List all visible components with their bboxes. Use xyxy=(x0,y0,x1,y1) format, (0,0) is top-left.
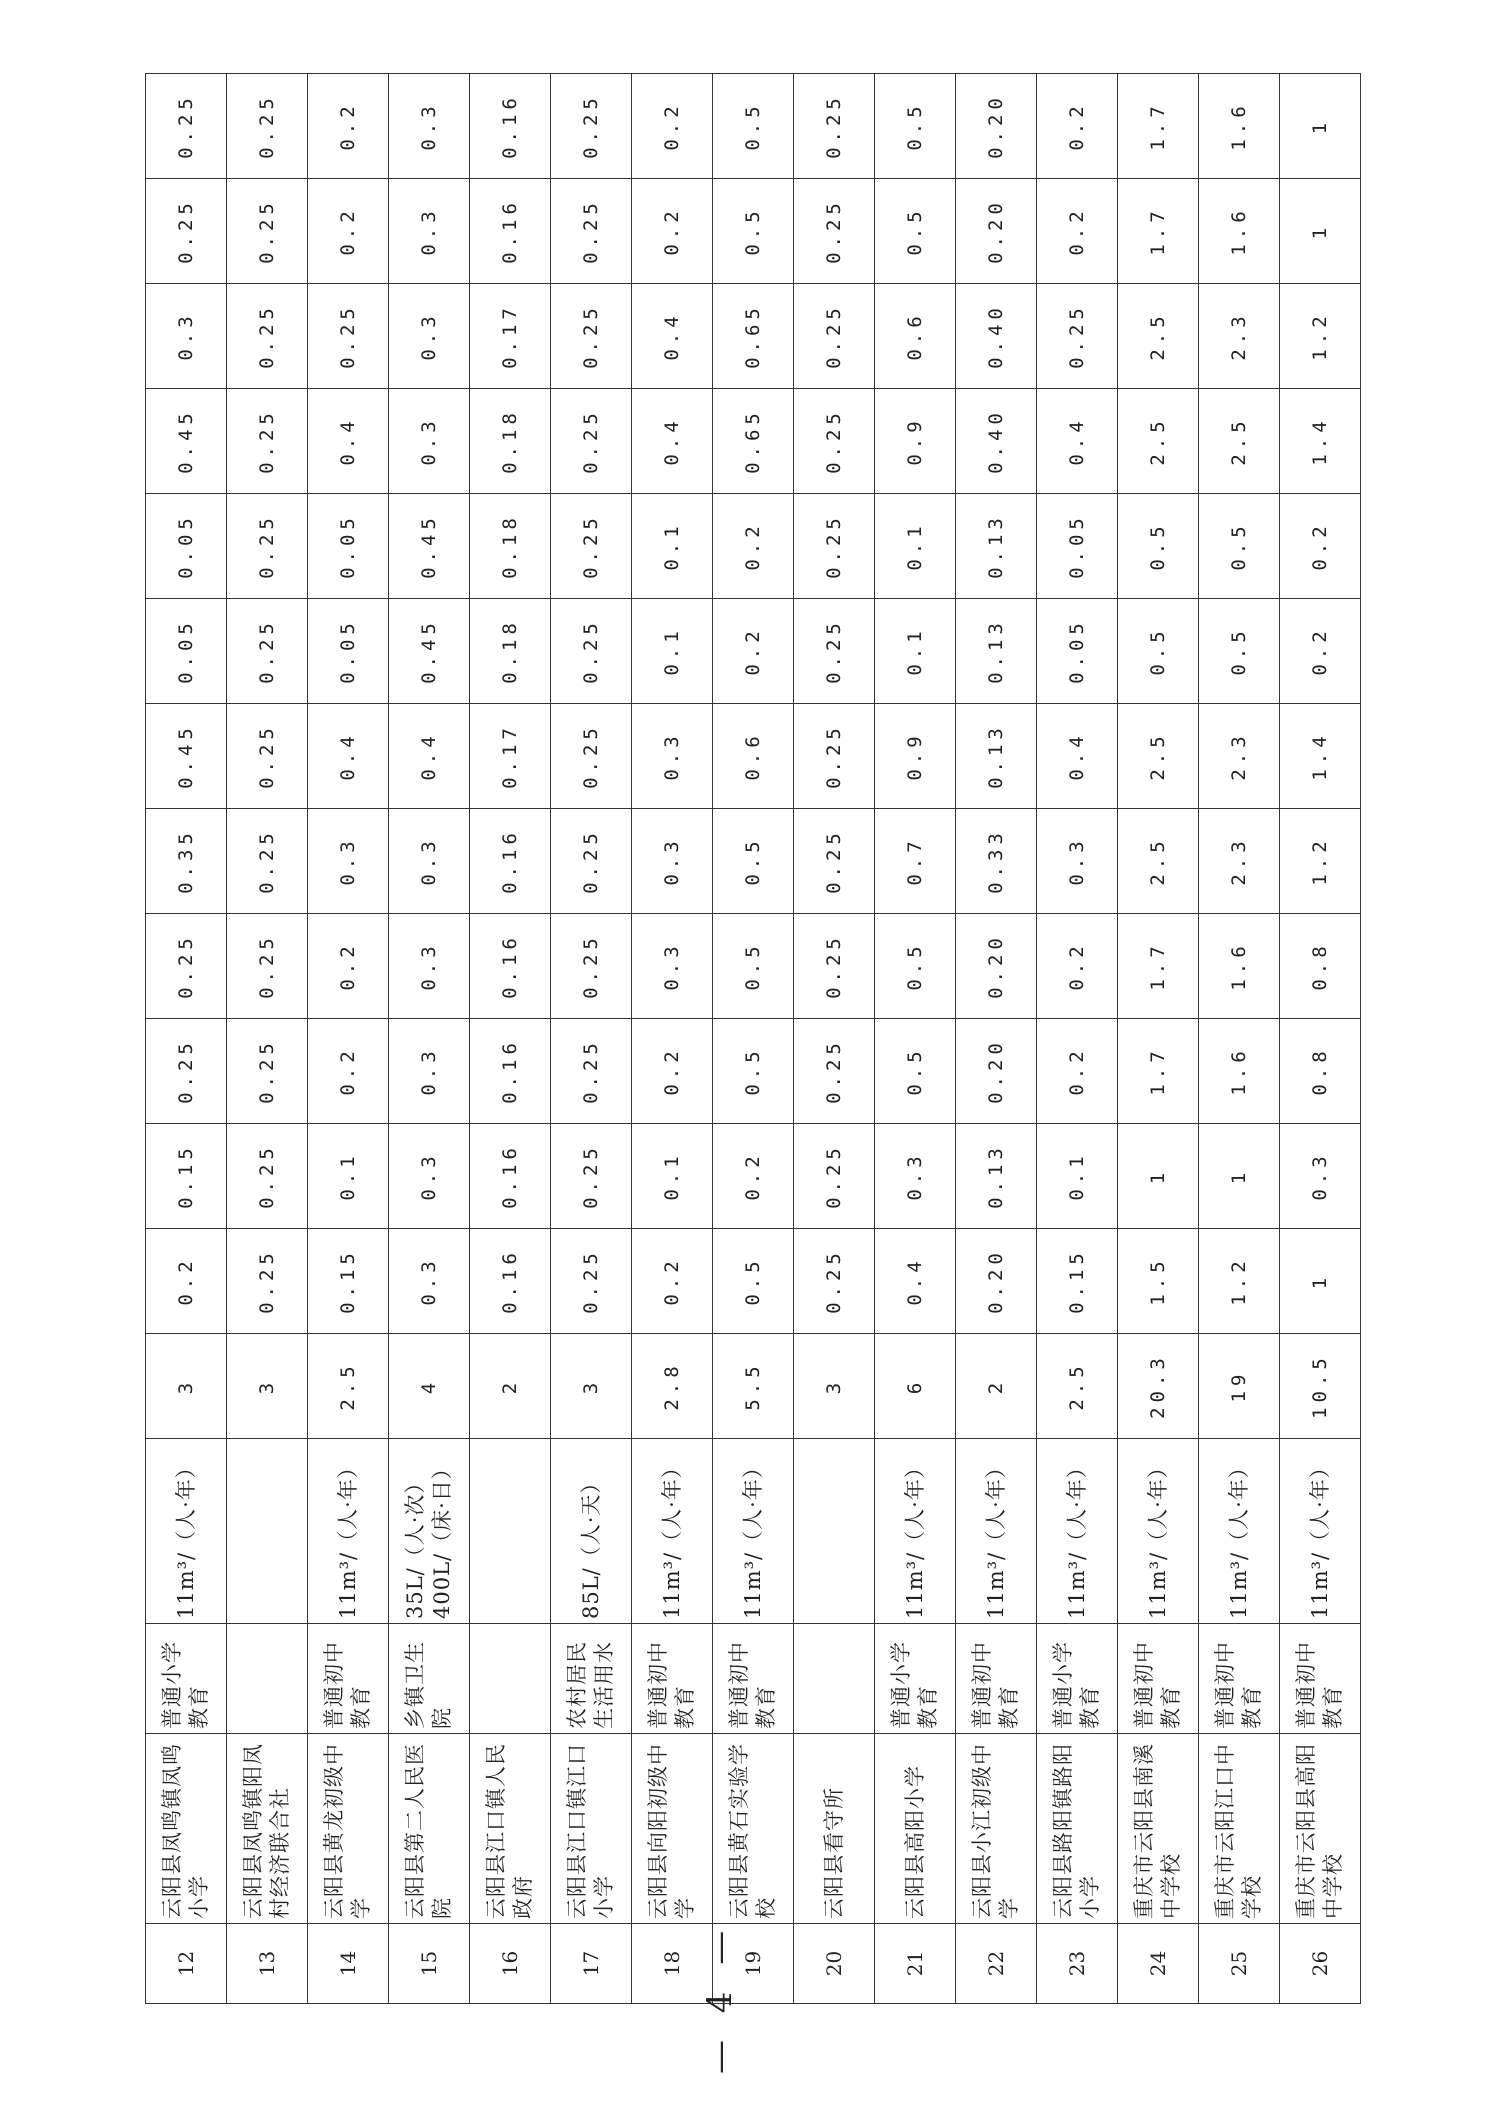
month-value: 0.5 xyxy=(713,1229,794,1334)
month-value: 0.20 xyxy=(956,914,1037,1019)
month-value: 0.3 xyxy=(146,284,227,389)
month-value: 0.20 xyxy=(956,179,1037,284)
month-value: 0.4 xyxy=(632,389,713,494)
month-value: 0.25 xyxy=(227,704,308,809)
page-number: — 4 — xyxy=(700,1922,740,2074)
month-value: 0.5 xyxy=(713,914,794,1019)
month-value: 0.9 xyxy=(875,704,956,809)
table-row xyxy=(389,74,470,2004)
month-value: 0.25 xyxy=(794,389,875,494)
row-number: 23 xyxy=(1037,1924,1118,2004)
water-quota: 11m³/（人·年） xyxy=(1280,1439,1361,1624)
month-value: 0.25 xyxy=(227,599,308,704)
month-value: 0.2 xyxy=(1037,1019,1118,1124)
water-quota: 11m³/（人·年） xyxy=(956,1439,1037,1624)
month-value: 1.6 xyxy=(1199,179,1280,284)
month-value: 0.16 xyxy=(470,1019,551,1124)
industry-category: 普通初中教育 xyxy=(1280,1624,1361,1734)
industry-category: 普通初中教育 xyxy=(632,1624,713,1734)
annual-total: 19 xyxy=(1199,1334,1280,1439)
month-value: 1.2 xyxy=(1280,284,1361,389)
month-value: 0.8 xyxy=(1280,1019,1361,1124)
industry-category: 普通初中教育 xyxy=(308,1624,389,1734)
table-row xyxy=(146,74,227,2004)
water-quota xyxy=(794,1439,875,1624)
month-value: 0.1 xyxy=(308,1124,389,1229)
month-value: 0.25 xyxy=(551,704,632,809)
month-value: 0.05 xyxy=(308,494,389,599)
unit-name: 云阳县凤鸣镇凤鸣小学 xyxy=(146,1734,227,1924)
month-value: 0.2 xyxy=(632,74,713,179)
month-value: 1 xyxy=(1280,179,1361,284)
water-quota: 85L/（人·天） xyxy=(551,1439,632,1624)
month-value: 0.4 xyxy=(389,704,470,809)
month-value: 0.18 xyxy=(470,599,551,704)
month-value: 0.3 xyxy=(1037,809,1118,914)
row-number: 15 xyxy=(389,1924,470,2004)
month-value: 2.3 xyxy=(1199,284,1280,389)
month-value: 0.16 xyxy=(470,74,551,179)
row-number: 16 xyxy=(470,1924,551,2004)
month-value: 0.25 xyxy=(794,179,875,284)
unit-name: 重庆市云阳江口中学校 xyxy=(1199,1734,1280,1924)
month-value: 0.5 xyxy=(713,179,794,284)
table-row xyxy=(1280,74,1361,2004)
month-value: 1.6 xyxy=(1199,1019,1280,1124)
water-quota: 11m³/（人·年） xyxy=(1037,1439,1118,1624)
month-value: 0.3 xyxy=(389,1229,470,1334)
month-value: 2.3 xyxy=(1199,704,1280,809)
month-value: 0.16 xyxy=(470,809,551,914)
month-value: 0.3 xyxy=(875,1124,956,1229)
industry-category: 普通小学教育 xyxy=(1037,1624,1118,1734)
unit-name: 云阳县高阳小学 xyxy=(875,1734,956,1924)
unit-name: 云阳县路阳镇路阳小学 xyxy=(1037,1734,1118,1924)
month-value: 0.25 xyxy=(794,74,875,179)
month-value: 1 xyxy=(1118,1124,1199,1229)
month-value: 0.17 xyxy=(470,284,551,389)
month-value: 0.35 xyxy=(146,809,227,914)
month-value: 0.25 xyxy=(146,179,227,284)
month-value: 0.25 xyxy=(551,599,632,704)
month-value: 0.25 xyxy=(551,1019,632,1124)
month-value: 0.5 xyxy=(1118,599,1199,704)
month-value: 0.25 xyxy=(551,494,632,599)
row-number: 12 xyxy=(146,1924,227,2004)
month-value: 0.1 xyxy=(875,494,956,599)
month-value: 0.25 xyxy=(146,914,227,1019)
month-value: 0.15 xyxy=(1037,1229,1118,1334)
month-value: 0.05 xyxy=(1037,599,1118,704)
unit-name: 云阳县黄龙初级中学 xyxy=(308,1734,389,1924)
month-value: 0.25 xyxy=(227,494,308,599)
industry-category: 普通初中教育 xyxy=(1118,1624,1199,1734)
month-value: 0.25 xyxy=(551,284,632,389)
month-value: 0.3 xyxy=(389,389,470,494)
month-value: 2.5 xyxy=(1118,809,1199,914)
month-value: 0.25 xyxy=(551,389,632,494)
month-value: 0.25 xyxy=(794,1019,875,1124)
month-value: 1 xyxy=(1199,1124,1280,1229)
month-value: 0.2 xyxy=(1037,914,1118,1019)
month-value: 0.16 xyxy=(470,179,551,284)
month-value: 0.25 xyxy=(551,1124,632,1229)
row-number: 24 xyxy=(1118,1924,1199,2004)
annual-total: 4 xyxy=(389,1334,470,1439)
industry-category xyxy=(794,1624,875,1734)
month-value: 0.25 xyxy=(227,1124,308,1229)
month-value: 0.25 xyxy=(227,809,308,914)
row-number: 20 xyxy=(794,1924,875,2004)
month-value: 2.5 xyxy=(1118,389,1199,494)
row-number: 18 xyxy=(632,1924,713,2004)
month-value: 0.2 xyxy=(1280,494,1361,599)
month-value: 0.25 xyxy=(794,599,875,704)
annual-total: 6 xyxy=(875,1334,956,1439)
month-value: 1 xyxy=(1280,1229,1361,1334)
month-value: 0.25 xyxy=(794,1229,875,1334)
industry-category: 乡镇卫生院 xyxy=(389,1624,470,1734)
month-value: 0.2 xyxy=(146,1229,227,1334)
month-value: 2.5 xyxy=(1118,284,1199,389)
month-value: 0.2 xyxy=(1037,179,1118,284)
month-value: 0.16 xyxy=(470,1229,551,1334)
month-value: 0.3 xyxy=(389,284,470,389)
month-value: 0.16 xyxy=(470,914,551,1019)
month-value: 0.25 xyxy=(794,494,875,599)
month-value: 0.05 xyxy=(146,599,227,704)
row-number: 19 xyxy=(713,1924,794,2004)
table-row xyxy=(632,74,713,2004)
month-value: 1.7 xyxy=(1118,179,1199,284)
unit-name: 云阳县江口镇江口小学 xyxy=(551,1734,632,1924)
month-value: 0.3 xyxy=(632,914,713,1019)
table-row xyxy=(227,74,308,2004)
month-value: 0.4 xyxy=(632,284,713,389)
month-value: 0.13 xyxy=(956,1124,1037,1229)
row-number: 26 xyxy=(1280,1924,1361,2004)
unit-name: 云阳县向阳初级中学 xyxy=(632,1734,713,1924)
month-value: 0.45 xyxy=(146,704,227,809)
annual-total: 2.5 xyxy=(1037,1334,1118,1439)
month-value: 0.25 xyxy=(551,914,632,1019)
month-value: 0.05 xyxy=(308,599,389,704)
month-value: 0.5 xyxy=(713,1019,794,1124)
annual-total: 2.8 xyxy=(632,1334,713,1439)
row-number: 22 xyxy=(956,1924,1037,2004)
annual-total: 3 xyxy=(146,1334,227,1439)
month-value: 0.40 xyxy=(956,389,1037,494)
unit-name: 重庆市云阳县高阳中学校 xyxy=(1280,1734,1361,1924)
month-value: 0.20 xyxy=(956,1019,1037,1124)
water-quota xyxy=(470,1439,551,1624)
month-value: 0.25 xyxy=(227,1229,308,1334)
month-value: 0.45 xyxy=(389,599,470,704)
unit-name: 云阳县黄石实验学校 xyxy=(713,1734,794,1924)
water-quota: 11m³/（人·年） xyxy=(146,1439,227,1624)
month-value: 0.4 xyxy=(308,389,389,494)
month-value: 0.1 xyxy=(875,599,956,704)
month-value: 0.3 xyxy=(389,179,470,284)
month-value: 0.6 xyxy=(713,704,794,809)
month-value: 0.65 xyxy=(713,389,794,494)
month-value: 0.20 xyxy=(956,74,1037,179)
month-value: 0.3 xyxy=(389,1019,470,1124)
table-row xyxy=(551,74,632,2004)
month-value: 0.25 xyxy=(551,1229,632,1334)
month-value: 0.65 xyxy=(713,284,794,389)
annual-total: 2 xyxy=(470,1334,551,1439)
month-value: 0.25 xyxy=(227,179,308,284)
water-quota: 11m³/（人·年） xyxy=(713,1439,794,1624)
month-value: 0.3 xyxy=(1280,1124,1361,1229)
month-value: 0.4 xyxy=(875,1229,956,1334)
annual-total: 3 xyxy=(794,1334,875,1439)
annual-total: 10.5 xyxy=(1280,1334,1361,1439)
month-value: 0.25 xyxy=(227,74,308,179)
table-row xyxy=(1199,74,1280,2004)
month-value: 0.8 xyxy=(1280,914,1361,1019)
month-value: 1.7 xyxy=(1118,74,1199,179)
month-value: 0.33 xyxy=(956,809,1037,914)
unit-name: 云阳县江口镇人民政府 xyxy=(470,1734,551,1924)
table-row xyxy=(956,74,1037,2004)
month-value: 0.15 xyxy=(308,1229,389,1334)
month-value: 0.3 xyxy=(308,809,389,914)
month-value: 1.5 xyxy=(1118,1229,1199,1334)
month-value: 0.4 xyxy=(1037,389,1118,494)
unit-name: 云阳县看守所 xyxy=(794,1734,875,1924)
month-value: 0.45 xyxy=(389,494,470,599)
month-value: 0.15 xyxy=(146,1124,227,1229)
month-value: 0.2 xyxy=(713,494,794,599)
water-usage-table xyxy=(145,73,1361,2004)
month-value: 0.2 xyxy=(308,74,389,179)
unit-name: 重庆市云阳县南溪中学校 xyxy=(1118,1734,1199,1924)
month-value: 0.16 xyxy=(470,1124,551,1229)
month-value: 0.3 xyxy=(389,914,470,1019)
month-value: 2.5 xyxy=(1199,389,1280,494)
month-value: 0.2 xyxy=(713,1124,794,1229)
month-value: 0.3 xyxy=(632,809,713,914)
industry-category: 普通小学教育 xyxy=(875,1624,956,1734)
industry-category: 普通初中教育 xyxy=(1199,1624,1280,1734)
month-value: 0.25 xyxy=(1037,284,1118,389)
month-value: 1.6 xyxy=(1199,74,1280,179)
month-value: 0.05 xyxy=(1037,494,1118,599)
industry-category: 普通初中教育 xyxy=(713,1624,794,1734)
industry-category: 普通小学教育 xyxy=(146,1624,227,1734)
month-value: 1.7 xyxy=(1118,914,1199,1019)
industry-category xyxy=(470,1624,551,1734)
month-value: 0.5 xyxy=(713,74,794,179)
month-value: 0.9 xyxy=(875,389,956,494)
month-value: 0.13 xyxy=(956,704,1037,809)
month-value: 0.5 xyxy=(1199,599,1280,704)
table-row xyxy=(1037,74,1118,2004)
annual-total: 5.5 xyxy=(713,1334,794,1439)
month-value: 0.25 xyxy=(308,284,389,389)
row-number: 25 xyxy=(1199,1924,1280,2004)
month-value: 0.18 xyxy=(470,389,551,494)
annual-total: 20.3 xyxy=(1118,1334,1199,1439)
month-value: 0.25 xyxy=(551,809,632,914)
table-row xyxy=(875,74,956,2004)
water-quota: 11m³/（人·年） xyxy=(308,1439,389,1624)
month-value: 0.25 xyxy=(794,1124,875,1229)
water-quota: 11m³/（人·年） xyxy=(875,1439,956,1624)
annual-total: 3 xyxy=(227,1334,308,1439)
month-value: 0.5 xyxy=(1199,494,1280,599)
month-value: 0.5 xyxy=(875,74,956,179)
month-value: 0.5 xyxy=(875,1019,956,1124)
month-value: 0.2 xyxy=(1280,599,1361,704)
month-value: 0.13 xyxy=(956,494,1037,599)
month-value: 0.25 xyxy=(146,74,227,179)
unit-name: 云阳县凤鸣镇阳凤村经济联合社 xyxy=(227,1734,308,1924)
row-number: 21 xyxy=(875,1924,956,2004)
month-value: 0.45 xyxy=(146,389,227,494)
month-value: 0.4 xyxy=(1037,704,1118,809)
industry-category: 农村居民生活用水 xyxy=(551,1624,632,1734)
month-value: 0.1 xyxy=(632,494,713,599)
month-value: 0.20 xyxy=(956,1229,1037,1334)
month-value: 0.18 xyxy=(470,494,551,599)
month-value: 0.3 xyxy=(389,74,470,179)
month-value: 0.1 xyxy=(632,599,713,704)
month-value: 1 xyxy=(1280,74,1361,179)
month-value: 0.17 xyxy=(470,704,551,809)
industry-category xyxy=(227,1624,308,1734)
month-value: 0.25 xyxy=(794,914,875,1019)
month-value: 0.2 xyxy=(308,1019,389,1124)
month-value: 0.05 xyxy=(146,494,227,599)
month-value: 0.1 xyxy=(1037,1124,1118,1229)
month-value: 1.2 xyxy=(1199,1229,1280,1334)
month-value: 0.5 xyxy=(875,179,956,284)
industry-category: 普通初中教育 xyxy=(956,1624,1037,1734)
water-quota: 35L/（人·次）400L/（床·日） xyxy=(389,1439,470,1624)
table-row xyxy=(308,74,389,2004)
month-value: 1.4 xyxy=(1280,704,1361,809)
month-value: 0.25 xyxy=(227,389,308,494)
row-number: 17 xyxy=(551,1924,632,2004)
month-value: 0.3 xyxy=(389,1124,470,1229)
month-value: 1.2 xyxy=(1280,809,1361,914)
month-value: 0.25 xyxy=(146,1019,227,1124)
unit-name: 云阳县小江初级中学 xyxy=(956,1734,1037,1924)
month-value: 0.2 xyxy=(632,1229,713,1334)
month-value: 0.2 xyxy=(1037,74,1118,179)
month-value: 1.6 xyxy=(1199,914,1280,1019)
water-quota xyxy=(227,1439,308,1624)
table-row xyxy=(1118,74,1199,2004)
month-value: 0.25 xyxy=(794,704,875,809)
month-value: 0.2 xyxy=(632,179,713,284)
table-row xyxy=(713,74,794,2004)
unit-name: 云阳县第二人民医院 xyxy=(389,1734,470,1924)
month-value: 0.25 xyxy=(227,1019,308,1124)
month-value: 0.3 xyxy=(632,704,713,809)
month-value: 0.25 xyxy=(794,284,875,389)
table-row xyxy=(470,74,551,2004)
month-value: 0.6 xyxy=(875,284,956,389)
month-value: 0.2 xyxy=(632,1019,713,1124)
month-value: 0.25 xyxy=(551,74,632,179)
month-value: 0.7 xyxy=(875,809,956,914)
month-value: 2.5 xyxy=(1118,704,1199,809)
month-value: 0.25 xyxy=(227,914,308,1019)
month-value: 0.40 xyxy=(956,284,1037,389)
water-quota: 11m³/（人·年） xyxy=(1199,1439,1280,1624)
month-value: 0.5 xyxy=(875,914,956,1019)
table-body xyxy=(146,74,1361,2004)
month-value: 0.3 xyxy=(389,809,470,914)
month-value: 0.13 xyxy=(956,599,1037,704)
row-number: 14 xyxy=(308,1924,389,2004)
month-value: 0.25 xyxy=(794,809,875,914)
month-value: 0.25 xyxy=(227,284,308,389)
row-number: 13 xyxy=(227,1924,308,2004)
month-value: 2.3 xyxy=(1199,809,1280,914)
month-value: 0.5 xyxy=(713,809,794,914)
month-value: 0.25 xyxy=(551,179,632,284)
month-value: 0.2 xyxy=(713,599,794,704)
month-value: 0.2 xyxy=(308,179,389,284)
month-value: 0.5 xyxy=(1118,494,1199,599)
table-row xyxy=(794,74,875,2004)
annual-total: 2 xyxy=(956,1334,1037,1439)
month-value: 0.2 xyxy=(308,914,389,1019)
water-quota: 11m³/（人·年） xyxy=(1118,1439,1199,1624)
water-quota: 11m³/（人·年） xyxy=(632,1439,713,1624)
annual-total: 2.5 xyxy=(308,1334,389,1439)
month-value: 0.1 xyxy=(632,1124,713,1229)
month-value: 1.7 xyxy=(1118,1019,1199,1124)
annual-total: 3 xyxy=(551,1334,632,1439)
month-value: 1.4 xyxy=(1280,389,1361,494)
month-value: 0.4 xyxy=(308,704,389,809)
